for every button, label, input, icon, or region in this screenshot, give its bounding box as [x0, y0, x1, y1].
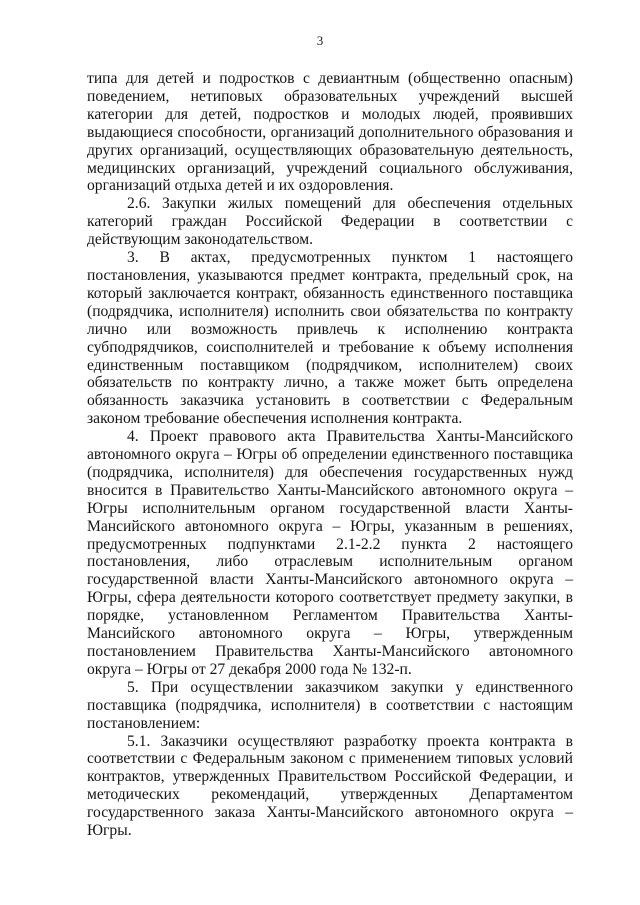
paragraph-2-6: 2.6. Закупки жилых помещений для обеспечения отдельных категорий граждан Российской Федерации в соответствии с действующим законодательством.	[87, 195, 573, 249]
paragraph-5-1: 5.1. Заказчики осуществляют разработку проекта контракта в соответствии с Федеральным законом с применением типовых условий контрактов, утвержденных Правительством Российской Федерации, и методических рекомендаций, утвержденных Департаментом государственного заказа Ханты-Мансийского автономного округа – Югры.	[87, 732, 573, 840]
document-body	[87, 70, 573, 840]
paragraph-5: 5. При осуществлении заказчиком закупки у единственного поставщика (подрядчика, исполнителя) в соответствии с настоящим постановлением:	[87, 678, 573, 732]
page-number: 3	[316, 33, 324, 48]
paragraph-continuation: типа для детей и подростков с девиантным (общественно опасным) поведением, нетиповых образовательных учреждений высшей категории для детей, подростков и молодых людей, проявивших выдающиеся способности, организаций дополнительного образования и других организаций, осуществляющих образовательную деятельность, медицинских организаций, учреждений социального обслуживания, организаций отдыха детей и их оздоровления.	[87, 70, 573, 195]
paragraph-4: 4. Проект правового акта Правительства Ханты-Мансийского автономного округа – Югры об определении единственного поставщика (подрядчика, исполнителя) для обеспечения государственных нужд вносится в Правительство Ханты-Мансийского автономного округа – Югры исполнительным органом государственной власти Ханты-Мансийского автономного округа – Югры, указанным в решениях, предусмотренных подпунктами 2.1-2.2 пункта 2 настоящего постановления, либо отраслевым исполнительным органом государственной власти Ханты-Мансийского автономного округа – Югры, сфера деятельности которого соответствует предмету закупки, в порядке, установленном Регламентом Правительства Ханты-Мансийского автономного округа – Югры, утвержденным постановлением Правительства Ханты-Мансийского автономного округа – Югры от 27 декабря 2000 года № 132-п.	[87, 428, 573, 678]
paragraph-3: 3. В актах, предусмотренных пунктом 1 настоящего постановления, указываются предмет контракта, предельный срок, на который заключается контракт, обязанность единственного поставщика (подрядчика, исполнителя) исполнить свои обязательства по контракту лично или возможность привлечь к исполнению контракта субподрядчиков, соисполнителей и требование к объему исполнения единственным поставщиком (подрядчиком, исполнителем) своих обязательств по контракту лично, а также может быть определена обязанность заказчика установить в соответствии с Федеральным законом требование обеспечения исполнения контракта.	[87, 249, 573, 428]
